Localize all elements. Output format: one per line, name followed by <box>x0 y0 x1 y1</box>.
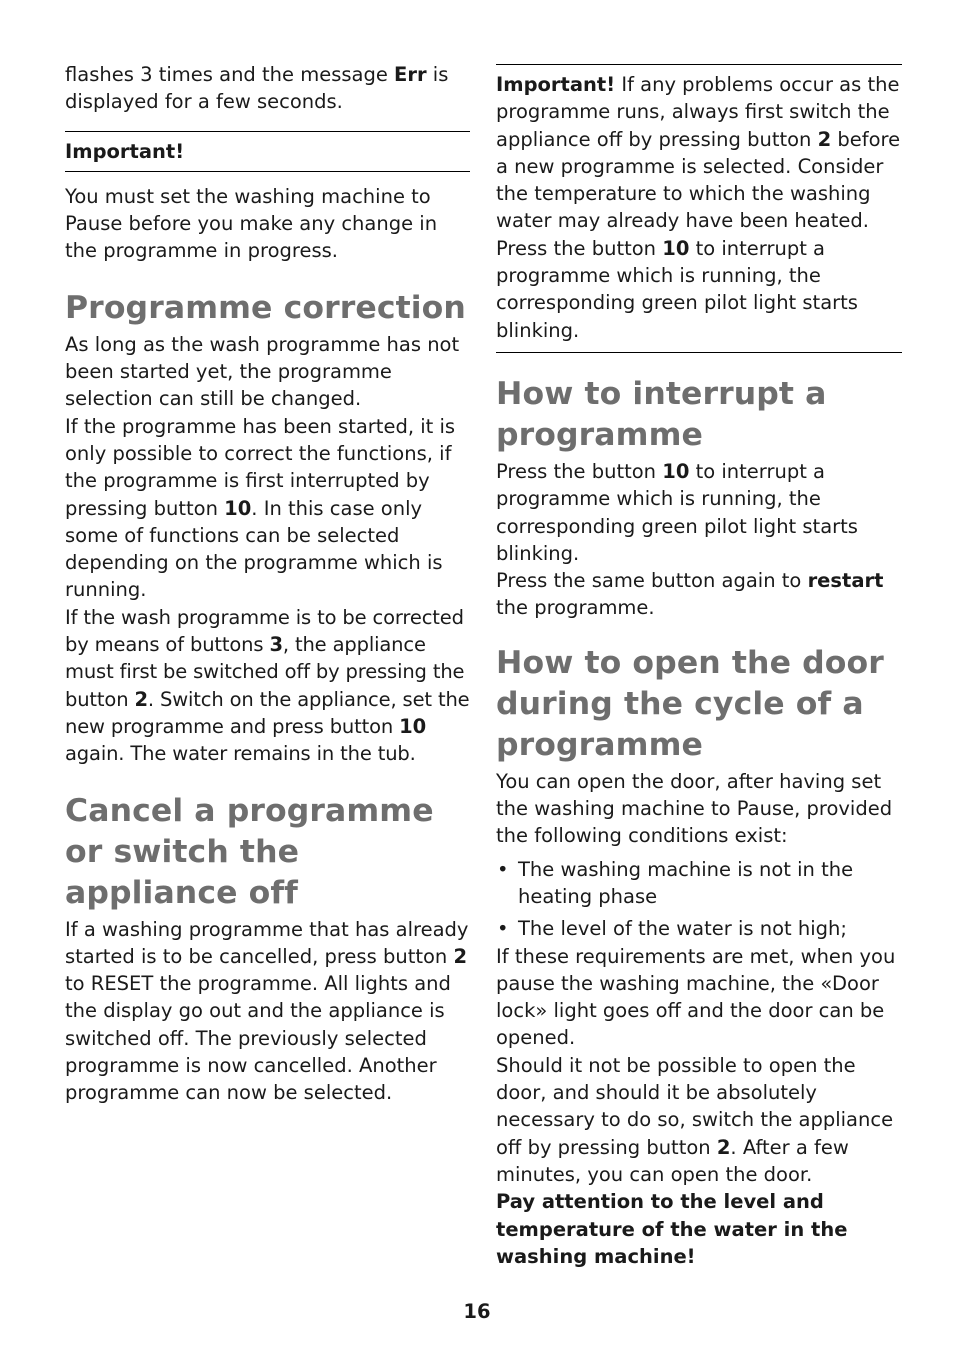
correction-paragraph-2: If the programme has been started, it is only possible to correct the functions, if the programme is first interrupted by pressing button 10. In this case only some of functions can be selected depending on the programme which is running. <box>65 414 456 602</box>
important-label: Important! <box>65 139 185 163</box>
section-title-interrupt: How to interrupt a programme <box>496 375 827 453</box>
cancel-paragraph: If a washing programme that has already started is to be cancelled, press button 2 to RESET the programme. All lights and the display go out and the appliance is switched off. The previously selected programme is now cancelled. Another programme can now be selected. <box>65 917 469 1105</box>
divider <box>496 64 902 65</box>
door-paragraph-3: Should it not be possible to open the door, and should it be absolutely necessary to do so, switch the appliance off by pressing button 2. After a few minutes, you can open the door. <box>496 1053 894 1186</box>
list-item: • The level of the water is not high; <box>497 917 847 941</box>
intro-paragraph: flashes 3 times and the message Err is displayed for a few seconds. <box>65 63 449 114</box>
page-number: 16 <box>463 1300 491 1323</box>
door-paragraph-2: If these requirements are met, when you pause the washing machine, the «Door lock» light goes off and the door can be opened. <box>496 944 896 1050</box>
list-item: • The washing machine is not in the heating phase <box>497 857 854 908</box>
correction-paragraph-1: As long as the wash programme has not been started yet, the programme selection can still be changed. <box>65 332 460 411</box>
section-title-open-door: How to open the door during the cycle of a programme <box>496 644 884 763</box>
door-paragraph-1: You can open the door, after having set the washing machine to Pause, provided the following conditions exist: <box>496 769 893 848</box>
correction-paragraph-3: If the wash programme is to be corrected by means of buttons 3, the appliance must first be switched off by pressing the button 2. Switch on the appliance, set the new programme and press button 10 again. The water remains in the tub. <box>65 605 470 766</box>
section-title-programme-correction: Programme correction <box>65 289 466 326</box>
conditions-list <box>496 856 902 943</box>
warning-text: Pay attention to the level and temperature of the water in the washing machine! <box>496 1190 848 1268</box>
divider <box>496 352 902 353</box>
err-message: Err <box>394 63 427 86</box>
interrupt-paragraph-2: Press the same button again to restart the programme. <box>496 569 884 620</box>
interrupt-paragraph-1: Press the button 10 to interrupt a programme which is running, the corresponding green pilot light starts blinking. <box>496 459 858 565</box>
important-box: Important! If any problems occur as the programme runs, always first switch the appliance off by pressing button 2 before a new programme is selected. Consider the temperature to which the washing water may already have been heated. Press the button 10 to interrupt a programme which is running, the corresponding green pilot light starts blinking. <box>496 73 901 342</box>
right-column <box>496 0 902 1270</box>
left-column <box>65 0 470 1107</box>
divider <box>65 171 470 172</box>
section-title-cancel-programme: Cancel a programme or switch the appliance off <box>65 792 434 911</box>
important-text: You must set the washing machine to Pause before you make any change in the programme in progress. <box>65 184 438 263</box>
